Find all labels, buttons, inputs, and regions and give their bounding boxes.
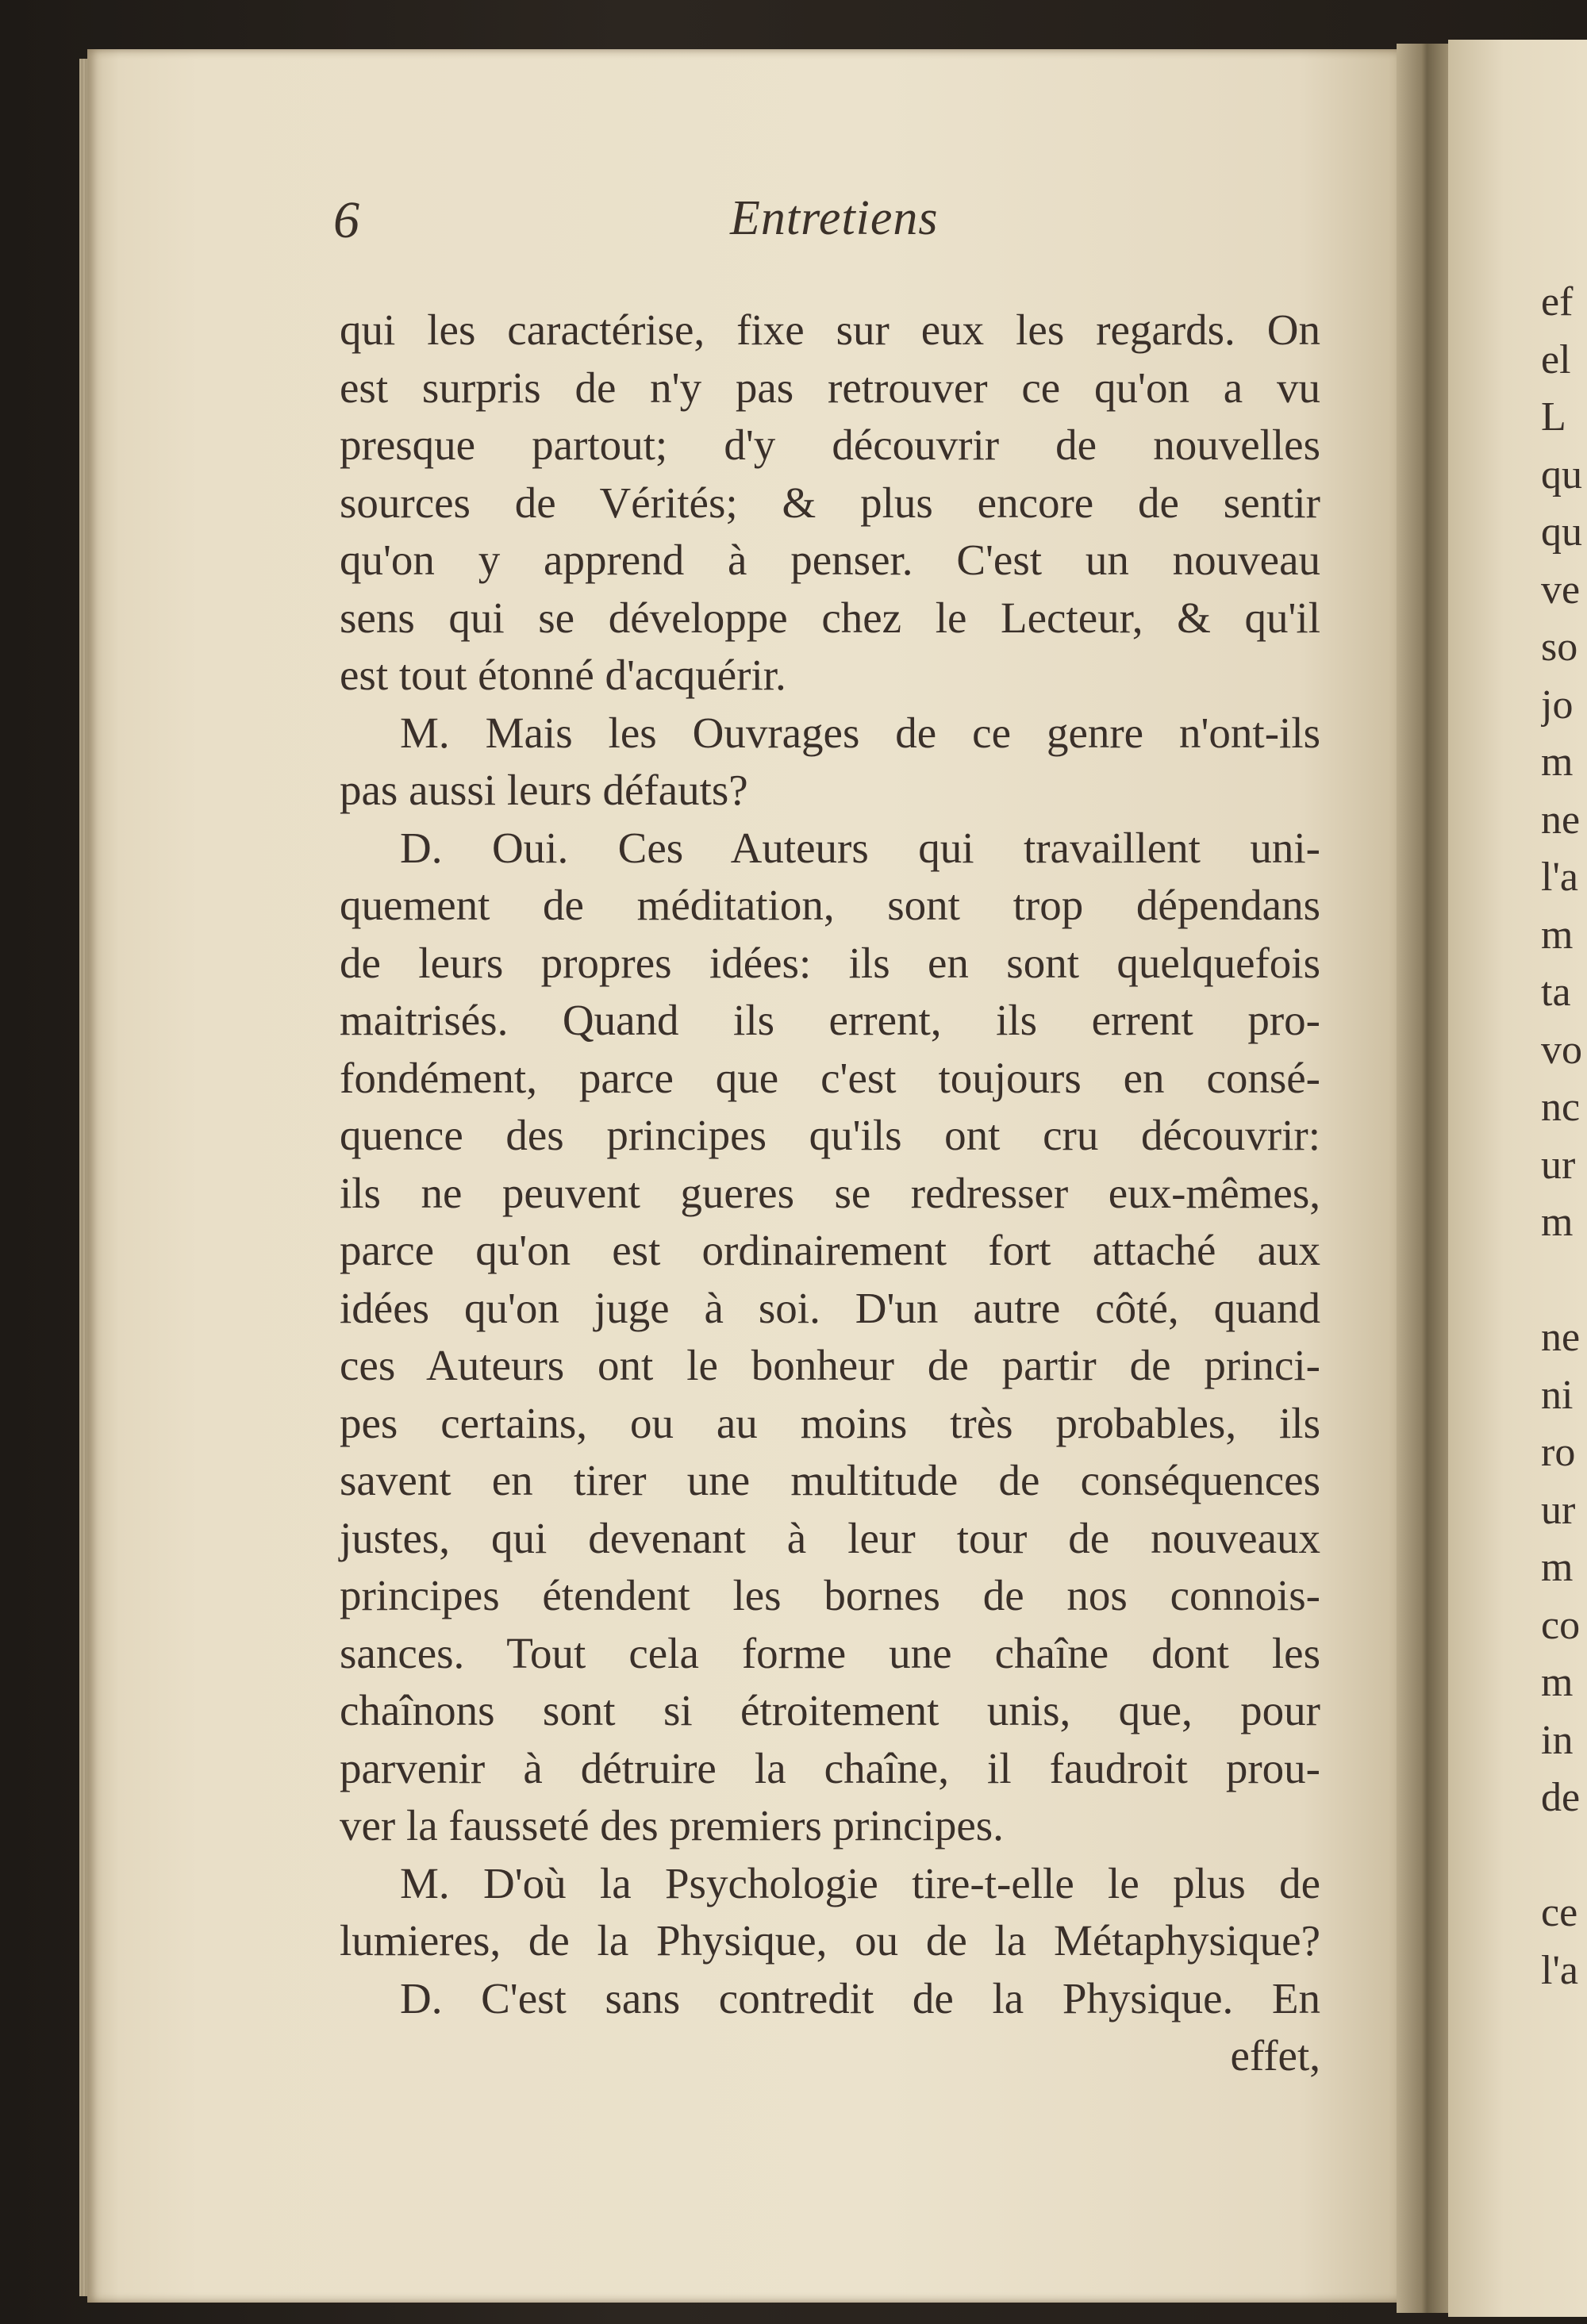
text-line: est tout étonné d'acquérir. bbox=[340, 651, 786, 699]
fragment: ne bbox=[1541, 1315, 1581, 1360]
fragment: ef bbox=[1541, 279, 1574, 325]
running-head: Entretiens bbox=[730, 191, 939, 245]
fragment: so bbox=[1541, 624, 1578, 670]
fragment: ne bbox=[1541, 797, 1581, 843]
fragment: m bbox=[1541, 1660, 1574, 1705]
text-line: ver la fausseté des premiers principes. bbox=[340, 1801, 1004, 1850]
fragment: de bbox=[1541, 1775, 1581, 1820]
right-page-text-fragments bbox=[1541, 274, 1587, 1999]
text-line: savent en tirer une multitude de conséquences bbox=[340, 1456, 1320, 1504]
text-line: D. Oui. Ces Auteurs qui travaillent uni- bbox=[400, 823, 1320, 872]
text-line: parce qu'on est ordinairement fort attaché aux bbox=[340, 1226, 1320, 1274]
text-line: quement de méditation, sont trop dépendans bbox=[340, 881, 1320, 929]
fragment: ur bbox=[1541, 1142, 1576, 1188]
text-line: maitrisés. Quand ils errent, ils errent pro- bbox=[340, 996, 1320, 1044]
catchword: effet, bbox=[1230, 2031, 1320, 2080]
fragment: ve bbox=[1541, 567, 1581, 613]
text-line: M. Mais les Ouvrages de ce genre n'ont-ils bbox=[400, 708, 1320, 757]
text-line: sances. Tout cela forme une chaîne dont les bbox=[340, 1628, 1320, 1677]
fragment: el bbox=[1541, 336, 1571, 382]
fragment: m bbox=[1541, 739, 1574, 785]
text-line: ces Auteurs ont le bonheur de partir de princi- bbox=[340, 1341, 1320, 1389]
text-line: M. D'où la Psychologie tire-t-elle le plus de bbox=[400, 1858, 1320, 1907]
fragment: L bbox=[1541, 394, 1566, 440]
fragment: ur bbox=[1541, 1487, 1576, 1533]
body-text bbox=[340, 302, 1320, 2085]
fragment bbox=[1541, 1252, 1587, 1310]
fragment: co bbox=[1541, 1602, 1581, 1648]
fragment: ta bbox=[1541, 970, 1571, 1015]
text-line: justes, qui devenant à leur tour de nouveaux bbox=[340, 1513, 1320, 1562]
fragment: ce bbox=[1541, 1890, 1578, 1935]
text-line: principes étendent les bornes de nos connois- bbox=[340, 1571, 1320, 1619]
fragment: jo bbox=[1541, 682, 1574, 728]
text-line: ils ne peuvent gueres se redresser eux-mêmes, bbox=[340, 1168, 1320, 1217]
text-line: parvenir à détruire la chaîne, il faudroit prou- bbox=[340, 1743, 1320, 1792]
fragment: nc bbox=[1541, 1085, 1581, 1130]
text-line: idées qu'on juge à soi. D'un autre côté, quand bbox=[340, 1283, 1320, 1332]
text-line: pes certains, ou au moins très probables, ils bbox=[340, 1398, 1320, 1447]
text-line: sources de Vérités; & plus encore de sentir bbox=[340, 478, 1320, 527]
page-number: 6 bbox=[333, 191, 359, 249]
text-line: quence des principes qu'ils ont cru découvrir: bbox=[340, 1111, 1320, 1159]
fragment bbox=[1541, 1827, 1587, 1885]
fragment: in bbox=[1541, 1717, 1574, 1763]
text-line: D. C'est sans contredit de la Physique. En bbox=[400, 1973, 1320, 2022]
text-line: presque partout; d'y découvrir de nouvelles bbox=[340, 421, 1320, 469]
fragment: l'a bbox=[1541, 855, 1578, 900]
text-line: pas aussi leurs défauts? bbox=[340, 766, 748, 814]
fragment: qu bbox=[1541, 509, 1582, 555]
book-gutter bbox=[1397, 44, 1452, 2313]
text-line: qui les caractérise, fixe sur eux les regards. On bbox=[340, 305, 1320, 354]
fragment: l'a bbox=[1541, 1947, 1578, 1993]
text-line: fondément, parce que c'est toujours en consé- bbox=[340, 1053, 1320, 1102]
fragment: vo bbox=[1541, 1027, 1582, 1073]
text-line: lumieres, de la Physique, ou de la Métaphysique? bbox=[340, 1916, 1320, 1965]
fragment: qu bbox=[1541, 451, 1582, 497]
fragment: ni bbox=[1541, 1372, 1574, 1418]
text-line: est surpris de n'y pas retrouver ce qu'on a vu bbox=[340, 363, 1320, 412]
text-line: qu'on y apprend à penser. C'est un nouveau bbox=[340, 536, 1320, 584]
page-header bbox=[333, 190, 1325, 262]
fragment: m bbox=[1541, 912, 1574, 958]
fragment: ro bbox=[1541, 1430, 1576, 1475]
text-line: chaînons sont si étroitement unis, que, pour bbox=[340, 1686, 1320, 1734]
fragment: m bbox=[1541, 1200, 1574, 1245]
text-line: sens qui se développe chez le Lecteur, & qu'il bbox=[340, 593, 1320, 642]
text-line: de leurs propres idées: ils en sont quelquefois bbox=[340, 938, 1320, 987]
fragment: m bbox=[1541, 1545, 1574, 1590]
